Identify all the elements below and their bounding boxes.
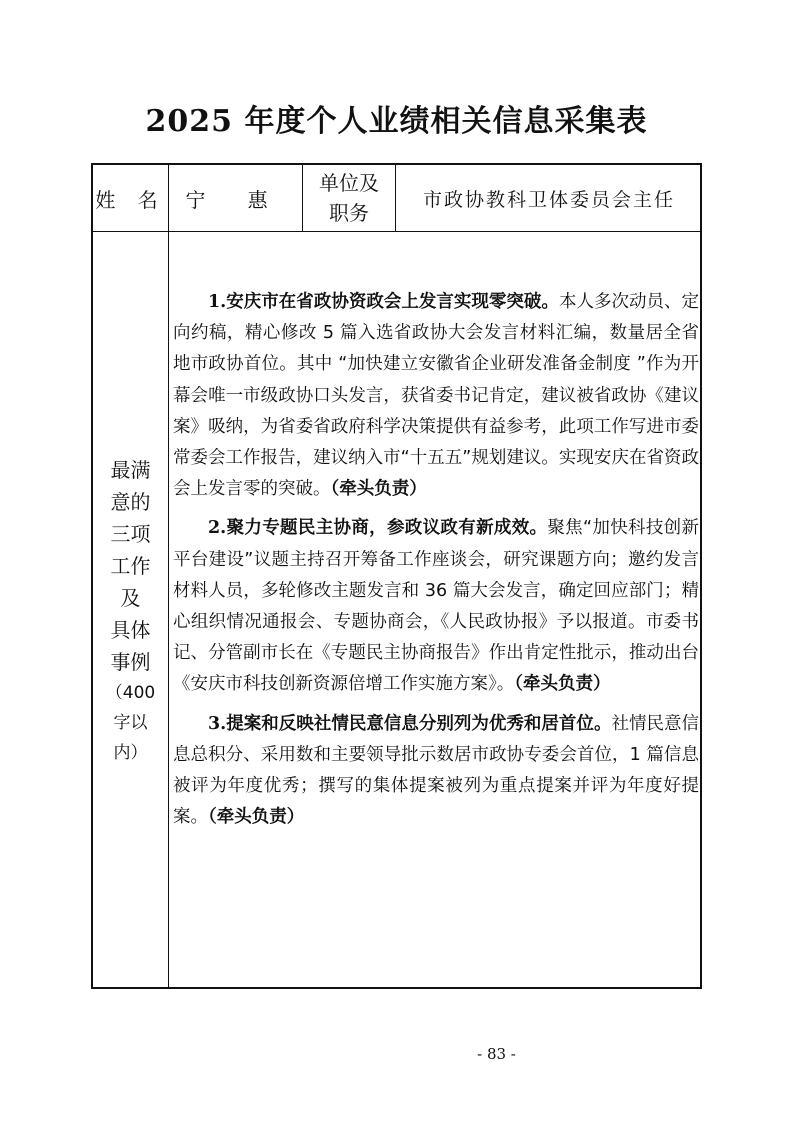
page-number: - 83 - <box>477 1045 516 1063</box>
achievements-label <box>93 232 168 989</box>
row-divider <box>93 231 700 232</box>
achievement-role-tag: （牵头负责） <box>514 674 611 695</box>
achievement-heading: 1.安庆市在省政协资政会上发言实现零突破。 <box>208 292 559 312</box>
side-label-line: 最满 <box>110 457 151 482</box>
side-label-line: 字以 <box>113 712 148 733</box>
achievement-body: 社情民意信息总积分、采用数和主要领导批示数居市政协专委会首位，1 篇信息被评为年度优秀；撰写的集体提案被列为重点提案并评为年度好提案。 <box>173 713 700 828</box>
unit-label-line2: 职务 <box>329 201 369 225</box>
achievement-body: 聚焦“加快科技创新平台建设”议题主持召开筹备工作座谈会，研究课题方向；邀约发言材料人员，多轮修改主题发言和 36 篇大会发言，确定回应部门；精心组织情况通报会、专题协商会，《人民政协报》予以报道。市委书记、分管副市长在《专题民主协商报告》作出肯定性批示，推动出台《安庆市科技创新资源倍增工作实施方案》。 <box>173 518 699 695</box>
unit-position-value: 市政协教科卫体委员会主任 <box>422 188 675 211</box>
name-value: 宁 惠 <box>185 187 286 212</box>
page-title: 2025 年度个人业绩相关信息采集表 <box>145 104 648 139</box>
side-label-line: 及 <box>120 585 141 610</box>
side-label-line: 具体 <box>110 617 151 642</box>
achievement-item <box>173 287 699 505</box>
achievement-role-tag: （牵头负责） <box>208 807 305 828</box>
unit-position-label <box>303 165 395 231</box>
side-label-line: 意的 <box>110 489 151 514</box>
achievement-heading: 2.聚力专题民主协商，参政议政有新成效。 <box>208 518 548 539</box>
side-label-line: 事例 <box>110 649 151 674</box>
column-divider <box>168 165 169 987</box>
side-label-line: 内） <box>113 742 148 763</box>
achievement-item <box>173 709 699 834</box>
info-form-table <box>91 163 702 989</box>
side-label-line: （400 <box>105 682 156 703</box>
unit-label-line1: 单位及 <box>319 171 379 195</box>
achievements-content <box>173 287 699 841</box>
side-label-line: 三项 <box>110 521 151 546</box>
achievement-heading: 3.提案和反映社情民意信息分别列为优秀和居首位。 <box>208 713 612 734</box>
name-label: 姓 名 <box>95 187 166 212</box>
side-label-line: 工作 <box>110 553 151 578</box>
achievement-item <box>173 513 699 700</box>
achievement-body: 本人多次动员、定向约稿，精心修改 5 篇入选省政协大会发言材料汇编，数量居全省地市政协首位。其中 “加快建立安徽省企业研发准备金制度 ”作为开幕会唯一市级政协口头发言，获省委书记肯定，建议被省政协《建议案》吸纳，为省委省政府科学决策提供有益参考，此项工作写进市委常委会工作报告，建议纳入市“十五五”规划建议。实现安庆在省资政会上发言零的突破。 <box>173 292 699 500</box>
achievement-role-tag: （牵头负责） <box>330 479 427 500</box>
